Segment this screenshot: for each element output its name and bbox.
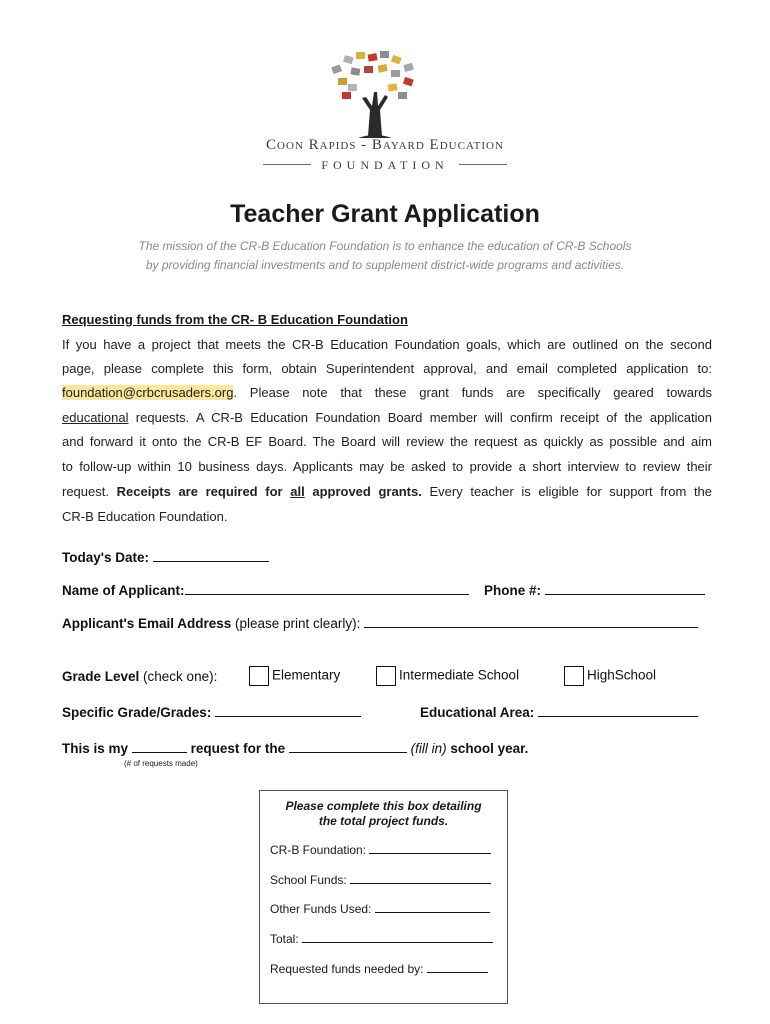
applicant-name-label: Name of Applicant: [62,583,185,598]
funds-box-heading [260,799,507,829]
intro-line-7-rest: Every teacher is eligible for support from the [421,484,713,499]
intro-line-7 [62,484,712,499]
high-school-checkbox[interactable] [564,666,584,686]
grade-option-elementary[interactable] [249,666,340,686]
requested-by-field[interactable] [427,971,488,973]
todays-date-row [62,550,269,565]
emphasis-word: educational [62,410,129,425]
applicant-email-field[interactable] [364,626,698,628]
total-label: Total: [270,932,299,946]
intro-line-6: to follow-up within 10 business days. Applicants may be asked to provide a short interview to review their [62,459,712,474]
tree-logo-icon [318,48,430,140]
school-funds-field[interactable] [350,882,491,884]
intro-line-4-text: requests. A CR-B Education Foundation Board member will confirm receipt of the application [128,410,712,425]
requested-by-label: Requested funds needed by: [270,962,424,976]
specific-grade-field[interactable] [215,715,361,717]
request-text-1: This is my [62,741,129,756]
cr-b-foundation-row [270,843,491,857]
requested-by-row [270,962,488,976]
todays-date-label: Today's Date: [62,550,149,565]
page-title: Teacher Grant Application [230,200,540,228]
section-heading: Requesting funds from the CR- B Education Foundation [62,312,408,327]
cr-b-foundation-field[interactable] [369,852,491,854]
request-count-field[interactable] [132,751,187,753]
intro-line-3 [62,385,712,400]
high-school-label: HighSchool [587,667,657,683]
other-funds-label: Other Funds Used: [270,902,372,916]
request-count-row [62,741,528,756]
request-text-3: school year. [450,741,529,756]
intro-line-1: If you have a project that meets the CR-B Education Foundation goals, which are outlined on the second [62,337,712,352]
grade-level-label-note: (check one): [139,669,218,684]
grade-level-label: Grade Level [62,669,140,684]
grade-option-intermediate[interactable] [376,666,519,686]
grade-option-high-school[interactable] [564,666,656,686]
intro-line-3-text: . Please note that these grant funds are specifically geared towards [233,385,712,400]
funds-box-heading-line-1: Please complete this box detailing [285,799,482,813]
elementary-label: Elementary [272,667,341,683]
total-row [270,932,493,946]
divider [263,164,311,165]
divider [459,164,507,165]
school-funds-row [270,873,491,887]
school-year-field[interactable] [289,751,407,753]
total-field[interactable] [302,941,493,943]
specific-grade-label: Specific Grade/Grades: [62,705,212,720]
intro-line-4 [62,410,712,425]
phone-row [484,583,705,598]
applicant-email-row [62,616,698,631]
intro-line-2: page, please complete this form, obtain Superintendent approval, and email completed application to: [62,361,712,376]
intermediate-label: Intermediate School [399,667,520,683]
receipts-notice-emphasis: all [290,484,305,499]
specific-grade-row [62,705,361,720]
educational-area-field[interactable] [538,715,698,717]
intro-line-7-start: request. [62,484,117,499]
phone-label: Phone #: [484,583,542,598]
elementary-checkbox[interactable] [249,666,269,686]
phone-field[interactable] [545,593,705,595]
project-funds-box [259,790,508,1004]
applicant-name-row [62,583,469,598]
fill-in-hint: (fill in) [410,741,447,756]
request-text-2: request for the [190,741,286,756]
other-funds-field[interactable] [375,911,490,913]
organization-subtitle-row [0,156,770,174]
cr-b-foundation-label: CR-B Foundation: [270,843,367,857]
applicant-name-field[interactable] [185,593,469,595]
educational-area-row [420,705,698,720]
organization-name: Coon Rapids - Bayard Education [266,137,504,153]
mission-line-1: The mission of the CR-B Education Foundation is to enhance the education of CR-B Schools [138,239,632,253]
mission-line-2: by providing financial investments and to supplement district-wide programs and activities. [145,258,625,272]
intermediate-checkbox[interactable] [376,666,396,686]
intro-line-5: and forward it onto the CR-B EF Board. The Board will review the request as quickly as possible and aim [62,434,712,449]
funds-box-heading-line-2: the total project funds. [318,814,449,828]
todays-date-field[interactable] [153,560,269,562]
organization-subtitle: FOUNDATION [321,158,449,172]
applicant-email-label-note: (please print clearly): [231,616,361,631]
other-funds-row [270,902,490,916]
school-funds-label: School Funds: [270,873,347,887]
applicant-email-label: Applicant's Email Address [62,616,232,631]
receipts-notice: Receipts are required for [116,484,291,499]
intro-line-8: CR-B Education Foundation. [62,509,228,524]
request-count-note: (# of requests made) [124,759,198,768]
receipts-notice-end: approved grants. [304,484,422,499]
contact-email-link[interactable]: foundation@crbcrusaders.org [62,385,234,400]
educational-area-label: Educational Area: [420,705,535,720]
grade-level-row [62,669,217,684]
